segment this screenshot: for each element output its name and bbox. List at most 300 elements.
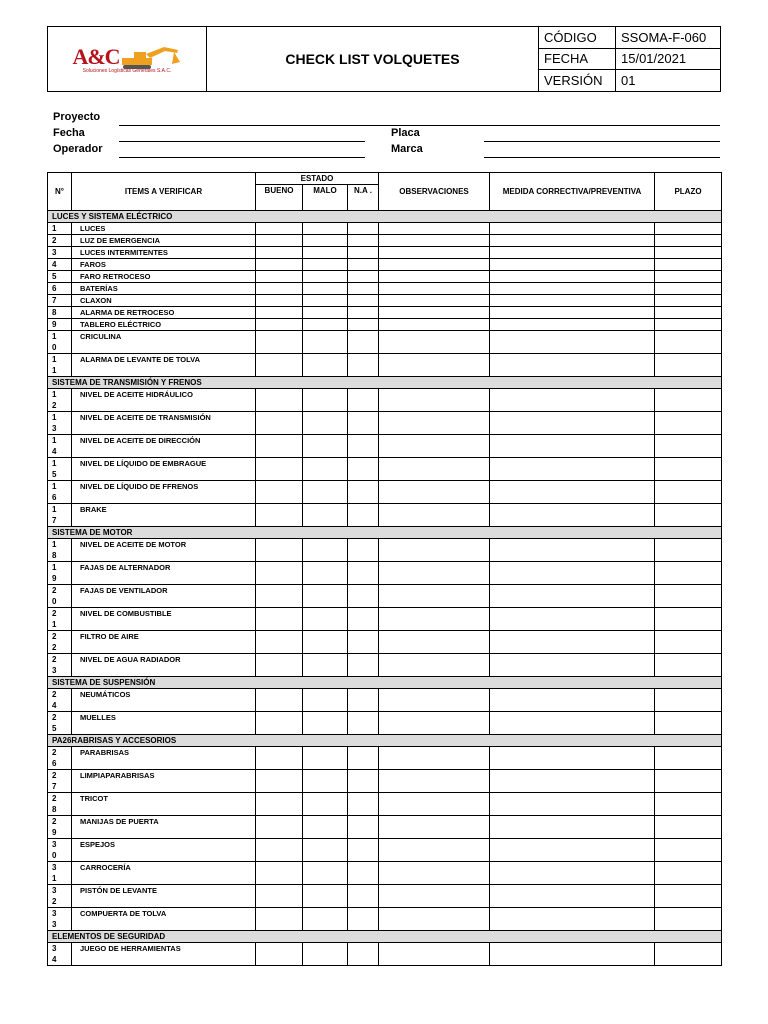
- observaciones-cell[interactable]: [379, 481, 490, 504]
- bueno-cell[interactable]: [256, 793, 303, 816]
- malo-cell[interactable]: [303, 562, 348, 585]
- table-row: [48, 770, 722, 793]
- malo-cell[interactable]: [303, 839, 348, 862]
- observaciones-cell[interactable]: [379, 271, 490, 283]
- plazo-cell[interactable]: [655, 793, 722, 816]
- table-row: [48, 793, 722, 816]
- item-label: MANIJAS DE PUERTA: [72, 816, 256, 839]
- na-cell[interactable]: [348, 943, 379, 966]
- malo-cell[interactable]: [303, 481, 348, 504]
- table-row: [48, 631, 722, 654]
- na-cell[interactable]: [348, 839, 379, 862]
- item-label: FAROS: [72, 259, 256, 271]
- col-medida-header: MEDIDA CORRECTIVA/PREVENTIVA: [490, 173, 655, 211]
- observaciones-cell[interactable]: [379, 295, 490, 307]
- item-number: 2: [48, 235, 72, 247]
- malo-cell[interactable]: [303, 235, 348, 247]
- item-number: 1 0: [48, 331, 72, 354]
- medida-cell[interactable]: [490, 307, 655, 319]
- plazo-cell[interactable]: [655, 247, 722, 259]
- medida-cell[interactable]: [490, 259, 655, 271]
- medida-cell[interactable]: [490, 283, 655, 295]
- plazo-cell[interactable]: [655, 839, 722, 862]
- item-label: BATERÍAS: [72, 283, 256, 295]
- plazo-cell[interactable]: [655, 259, 722, 271]
- observaciones-cell[interactable]: [379, 247, 490, 259]
- bueno-cell[interactable]: [256, 562, 303, 585]
- plazo-cell[interactable]: [655, 295, 722, 307]
- na-cell[interactable]: [348, 712, 379, 735]
- na-cell[interactable]: [348, 295, 379, 307]
- table-row: [48, 307, 722, 319]
- plazo-cell[interactable]: [655, 389, 722, 412]
- medida-cell[interactable]: [490, 389, 655, 412]
- bueno-cell[interactable]: [256, 712, 303, 735]
- bueno-cell[interactable]: [256, 481, 303, 504]
- observaciones-cell[interactable]: [379, 223, 490, 235]
- observaciones-cell[interactable]: [379, 319, 490, 331]
- malo-cell[interactable]: [303, 608, 348, 631]
- na-cell[interactable]: [348, 654, 379, 677]
- bueno-cell[interactable]: [256, 747, 303, 770]
- malo-cell[interactable]: [303, 259, 348, 271]
- item-label: CRICULINA: [72, 331, 256, 354]
- plazo-cell[interactable]: [655, 631, 722, 654]
- table-row: [48, 319, 722, 331]
- plazo-cell[interactable]: [655, 585, 722, 608]
- medida-cell[interactable]: [490, 435, 655, 458]
- header-table: [47, 26, 721, 92]
- item-label: CLAXON: [72, 295, 256, 307]
- item-number: 4: [48, 259, 72, 271]
- malo-cell[interactable]: [303, 654, 348, 677]
- item-label: NIVEL DE ACEITE DE TRANSMISIÓN: [72, 412, 256, 435]
- plazo-cell[interactable]: [655, 235, 722, 247]
- malo-cell[interactable]: [303, 504, 348, 527]
- table-row: [48, 689, 722, 712]
- medida-cell[interactable]: [490, 271, 655, 283]
- na-cell[interactable]: [348, 562, 379, 585]
- item-label: MUELLES: [72, 712, 256, 735]
- placa-label: Placa: [391, 127, 420, 139]
- malo-cell[interactable]: [303, 458, 348, 481]
- document-title: CHECK LIST VOLQUETES: [207, 27, 539, 92]
- bueno-cell[interactable]: [256, 943, 303, 966]
- item-number: 1 2: [48, 389, 72, 412]
- medida-cell[interactable]: [490, 504, 655, 527]
- malo-cell[interactable]: [303, 793, 348, 816]
- bueno-cell[interactable]: [256, 235, 303, 247]
- medida-cell[interactable]: [490, 631, 655, 654]
- item-number: 1 1: [48, 354, 72, 377]
- bueno-cell[interactable]: [256, 885, 303, 908]
- observaciones-cell[interactable]: [379, 259, 490, 271]
- table-row: [48, 295, 722, 307]
- observaciones-cell[interactable]: [379, 458, 490, 481]
- table-row: [48, 412, 722, 435]
- table-row: [48, 943, 722, 966]
- malo-cell[interactable]: [303, 885, 348, 908]
- na-cell[interactable]: [348, 862, 379, 885]
- malo-cell[interactable]: [303, 354, 348, 377]
- bueno-cell[interactable]: [256, 504, 303, 527]
- observaciones-cell[interactable]: [379, 816, 490, 839]
- bueno-cell[interactable]: [256, 295, 303, 307]
- observaciones-cell[interactable]: [379, 862, 490, 885]
- observaciones-cell[interactable]: [379, 562, 490, 585]
- observaciones-cell[interactable]: [379, 943, 490, 966]
- observaciones-cell[interactable]: [379, 793, 490, 816]
- observaciones-cell[interactable]: [379, 747, 490, 770]
- observaciones-cell[interactable]: [379, 354, 490, 377]
- table-row: [48, 247, 722, 259]
- bueno-cell[interactable]: [256, 608, 303, 631]
- fecha-field[interactable]: [119, 141, 365, 142]
- table-row: [48, 331, 722, 354]
- item-number: 9: [48, 319, 72, 331]
- item-number: 8: [48, 307, 72, 319]
- plazo-cell[interactable]: [655, 307, 722, 319]
- medida-cell[interactable]: [490, 319, 655, 331]
- observaciones-cell[interactable]: [379, 631, 490, 654]
- na-cell[interactable]: [348, 689, 379, 712]
- na-cell[interactable]: [348, 271, 379, 283]
- medida-cell[interactable]: [490, 839, 655, 862]
- item-label: TRICOT: [72, 793, 256, 816]
- observaciones-cell[interactable]: [379, 654, 490, 677]
- malo-cell[interactable]: [303, 319, 348, 331]
- medida-cell[interactable]: [490, 816, 655, 839]
- section-header-row: [48, 211, 722, 223]
- item-number: 6: [48, 283, 72, 295]
- medida-cell[interactable]: [490, 943, 655, 966]
- medida-cell[interactable]: [490, 331, 655, 354]
- malo-cell[interactable]: [303, 283, 348, 295]
- observaciones-cell[interactable]: [379, 435, 490, 458]
- observaciones-cell[interactable]: [379, 235, 490, 247]
- excavator-icon: [120, 44, 182, 70]
- medida-cell[interactable]: [490, 793, 655, 816]
- na-cell[interactable]: [348, 435, 379, 458]
- plazo-cell[interactable]: [655, 816, 722, 839]
- na-cell[interactable]: [348, 481, 379, 504]
- observaciones-cell[interactable]: [379, 608, 490, 631]
- item-number: 2 8: [48, 793, 72, 816]
- plazo-cell[interactable]: [655, 862, 722, 885]
- col-plazo-header: PLAZO: [655, 173, 722, 211]
- na-cell[interactable]: [348, 458, 379, 481]
- item-number: 1 4: [48, 435, 72, 458]
- na-cell[interactable]: [348, 631, 379, 654]
- plazo-cell[interactable]: [655, 319, 722, 331]
- malo-cell[interactable]: [303, 747, 348, 770]
- medida-cell[interactable]: [490, 247, 655, 259]
- observaciones-cell[interactable]: [379, 539, 490, 562]
- col-na-header: N.A .: [348, 185, 379, 211]
- marca-field[interactable]: [484, 157, 720, 158]
- malo-cell[interactable]: [303, 631, 348, 654]
- col-bueno-header: BUENO: [256, 185, 303, 211]
- col-items-header: ITEMS A VERIFICAR: [72, 173, 256, 211]
- item-number: 2 7: [48, 770, 72, 793]
- table-row: [48, 235, 722, 247]
- item-label: LIMPIAPARABRISAS: [72, 770, 256, 793]
- observaciones-cell[interactable]: [379, 908, 490, 931]
- observaciones-cell[interactable]: [379, 712, 490, 735]
- na-cell[interactable]: [348, 259, 379, 271]
- item-number: 3: [48, 247, 72, 259]
- na-cell[interactable]: [348, 331, 379, 354]
- malo-cell[interactable]: [303, 712, 348, 735]
- table-row: [48, 283, 722, 295]
- plazo-cell[interactable]: [655, 689, 722, 712]
- item-number: 3 3: [48, 908, 72, 931]
- bueno-cell[interactable]: [256, 271, 303, 283]
- section-title: SISTEMA DE SUSPENSIÓN: [48, 677, 722, 689]
- plazo-cell[interactable]: [655, 283, 722, 295]
- malo-cell[interactable]: [303, 943, 348, 966]
- observaciones-cell[interactable]: [379, 307, 490, 319]
- medida-cell[interactable]: [490, 885, 655, 908]
- medida-cell[interactable]: [490, 747, 655, 770]
- section-header-row: [48, 931, 722, 943]
- observaciones-cell[interactable]: [379, 770, 490, 793]
- plazo-cell[interactable]: [655, 354, 722, 377]
- bueno-cell[interactable]: [256, 223, 303, 235]
- plazo-cell[interactable]: [655, 458, 722, 481]
- na-cell[interactable]: [348, 307, 379, 319]
- malo-cell[interactable]: [303, 412, 348, 435]
- plazo-cell[interactable]: [655, 712, 722, 735]
- section-header-row: [48, 677, 722, 689]
- plazo-cell[interactable]: [655, 562, 722, 585]
- plazo-cell[interactable]: [655, 223, 722, 235]
- na-cell[interactable]: [348, 389, 379, 412]
- observaciones-cell[interactable]: [379, 412, 490, 435]
- malo-cell[interactable]: [303, 331, 348, 354]
- plazo-cell[interactable]: [655, 908, 722, 931]
- medida-cell[interactable]: [490, 412, 655, 435]
- na-cell[interactable]: [348, 319, 379, 331]
- table-row: [48, 435, 722, 458]
- table-row: [48, 885, 722, 908]
- na-cell[interactable]: [348, 283, 379, 295]
- item-number: 1: [48, 223, 72, 235]
- item-label: JUEGO DE HERRAMIENTAS: [72, 943, 256, 966]
- bueno-cell[interactable]: [256, 631, 303, 654]
- malo-cell[interactable]: [303, 816, 348, 839]
- observaciones-cell[interactable]: [379, 689, 490, 712]
- medida-cell[interactable]: [490, 458, 655, 481]
- medida-cell[interactable]: [490, 481, 655, 504]
- bueno-cell[interactable]: [256, 435, 303, 458]
- medida-cell[interactable]: [490, 770, 655, 793]
- fecha-label-info: Fecha: [53, 127, 85, 139]
- malo-cell[interactable]: [303, 295, 348, 307]
- item-number: 1 9: [48, 562, 72, 585]
- na-cell[interactable]: [348, 747, 379, 770]
- table-row: [48, 539, 722, 562]
- codigo-value: SSOMA-F-060: [616, 27, 721, 49]
- malo-cell[interactable]: [303, 862, 348, 885]
- bueno-cell[interactable]: [256, 908, 303, 931]
- medida-cell[interactable]: [490, 295, 655, 307]
- checklist-body: [48, 211, 722, 966]
- item-number: 2 5: [48, 712, 72, 735]
- item-number: 1 8: [48, 539, 72, 562]
- item-number: 2 3: [48, 654, 72, 677]
- na-cell[interactable]: [348, 247, 379, 259]
- plazo-cell[interactable]: [655, 608, 722, 631]
- malo-cell[interactable]: [303, 689, 348, 712]
- item-label: PARABRISAS: [72, 747, 256, 770]
- table-row: [48, 259, 722, 271]
- medida-cell[interactable]: [490, 608, 655, 631]
- malo-cell[interactable]: [303, 539, 348, 562]
- malo-cell[interactable]: [303, 908, 348, 931]
- item-label: NIVEL DE ACEITE DE MOTOR: [72, 539, 256, 562]
- marca-label: Marca: [391, 143, 423, 155]
- bueno-cell[interactable]: [256, 585, 303, 608]
- item-label: FAJAS DE ALTERNADOR: [72, 562, 256, 585]
- plazo-cell[interactable]: [655, 504, 722, 527]
- placa-field[interactable]: [484, 141, 720, 142]
- table-row: [48, 585, 722, 608]
- table-row: [48, 908, 722, 931]
- plazo-cell[interactable]: [655, 412, 722, 435]
- plazo-cell[interactable]: [655, 747, 722, 770]
- malo-cell[interactable]: [303, 389, 348, 412]
- na-cell[interactable]: [348, 770, 379, 793]
- item-label: BRAKE: [72, 504, 256, 527]
- na-cell[interactable]: [348, 585, 379, 608]
- plazo-cell[interactable]: [655, 271, 722, 283]
- bueno-cell[interactable]: [256, 247, 303, 259]
- bueno-cell[interactable]: [256, 412, 303, 435]
- item-number: 1 3: [48, 412, 72, 435]
- bueno-cell[interactable]: [256, 770, 303, 793]
- item-label: ALARMA DE LEVANTE DE TOLVA: [72, 354, 256, 377]
- item-label: NIVEL DE ACEITE DE DIRECCIÓN: [72, 435, 256, 458]
- na-cell[interactable]: [348, 223, 379, 235]
- na-cell[interactable]: [348, 539, 379, 562]
- na-cell[interactable]: [348, 908, 379, 931]
- bueno-cell[interactable]: [256, 654, 303, 677]
- malo-cell[interactable]: [303, 435, 348, 458]
- item-label: NEUMÁTICOS: [72, 689, 256, 712]
- section-title: SISTEMA DE MOTOR: [48, 527, 722, 539]
- plazo-cell[interactable]: [655, 331, 722, 354]
- col-estado-header: ESTADO: [256, 173, 379, 185]
- item-number: 2 2: [48, 631, 72, 654]
- medida-cell[interactable]: [490, 585, 655, 608]
- plazo-cell[interactable]: [655, 435, 722, 458]
- bueno-cell[interactable]: [256, 816, 303, 839]
- plazo-cell[interactable]: [655, 943, 722, 966]
- na-cell[interactable]: [348, 793, 379, 816]
- malo-cell[interactable]: [303, 585, 348, 608]
- na-cell[interactable]: [348, 816, 379, 839]
- section-title: LUCES Y SISTEMA ELÉCTRICO: [48, 211, 722, 223]
- table-row: [48, 458, 722, 481]
- medida-cell[interactable]: [490, 562, 655, 585]
- medida-cell[interactable]: [490, 862, 655, 885]
- section-header-row: [48, 377, 722, 389]
- malo-cell[interactable]: [303, 271, 348, 283]
- bueno-cell[interactable]: [256, 389, 303, 412]
- plazo-cell[interactable]: [655, 481, 722, 504]
- bueno-cell[interactable]: [256, 458, 303, 481]
- logo-text: A&C: [72, 44, 120, 69]
- observaciones-cell[interactable]: [379, 585, 490, 608]
- table-row: [48, 354, 722, 377]
- observaciones-cell[interactable]: [379, 504, 490, 527]
- medida-cell[interactable]: [490, 539, 655, 562]
- table-row: [48, 747, 722, 770]
- malo-cell[interactable]: [303, 770, 348, 793]
- item-number: 3 0: [48, 839, 72, 862]
- item-label: NIVEL DE AGUA RADIADOR: [72, 654, 256, 677]
- bueno-cell[interactable]: [256, 354, 303, 377]
- col-observaciones-header: OBSERVACIONES: [379, 173, 490, 211]
- bueno-cell[interactable]: [256, 259, 303, 271]
- malo-cell[interactable]: [303, 223, 348, 235]
- observaciones-cell[interactable]: [379, 283, 490, 295]
- bueno-cell[interactable]: [256, 331, 303, 354]
- bueno-cell[interactable]: [256, 862, 303, 885]
- bueno-cell[interactable]: [256, 689, 303, 712]
- observaciones-cell[interactable]: [379, 839, 490, 862]
- malo-cell[interactable]: [303, 307, 348, 319]
- proyecto-field[interactable]: [119, 125, 720, 126]
- medida-cell[interactable]: [490, 689, 655, 712]
- na-cell[interactable]: [348, 504, 379, 527]
- item-label: NIVEL DE ACEITE HIDRÁULICO: [72, 389, 256, 412]
- na-cell[interactable]: [348, 885, 379, 908]
- plazo-cell[interactable]: [655, 770, 722, 793]
- observaciones-cell[interactable]: [379, 331, 490, 354]
- na-cell[interactable]: [348, 235, 379, 247]
- malo-cell[interactable]: [303, 247, 348, 259]
- medida-cell[interactable]: [490, 654, 655, 677]
- bueno-cell[interactable]: [256, 539, 303, 562]
- na-cell[interactable]: [348, 608, 379, 631]
- plazo-cell[interactable]: [655, 539, 722, 562]
- bueno-cell[interactable]: [256, 319, 303, 331]
- operador-field[interactable]: [119, 157, 365, 158]
- table-row: [48, 862, 722, 885]
- plazo-cell[interactable]: [655, 654, 722, 677]
- item-number: 1 6: [48, 481, 72, 504]
- na-cell[interactable]: [348, 412, 379, 435]
- item-number: 7: [48, 295, 72, 307]
- observaciones-cell[interactable]: [379, 389, 490, 412]
- table-row: [48, 504, 722, 527]
- medida-cell[interactable]: [490, 235, 655, 247]
- medida-cell[interactable]: [490, 908, 655, 931]
- medida-cell[interactable]: [490, 223, 655, 235]
- table-row: [48, 608, 722, 631]
- medida-cell[interactable]: [490, 712, 655, 735]
- bueno-cell[interactable]: [256, 307, 303, 319]
- plazo-cell[interactable]: [655, 885, 722, 908]
- item-label: NIVEL DE LÍQUIDO DE EMBRAGUE: [72, 458, 256, 481]
- bueno-cell[interactable]: [256, 839, 303, 862]
- na-cell[interactable]: [348, 354, 379, 377]
- observaciones-cell[interactable]: [379, 885, 490, 908]
- bueno-cell[interactable]: [256, 283, 303, 295]
- medida-cell[interactable]: [490, 354, 655, 377]
